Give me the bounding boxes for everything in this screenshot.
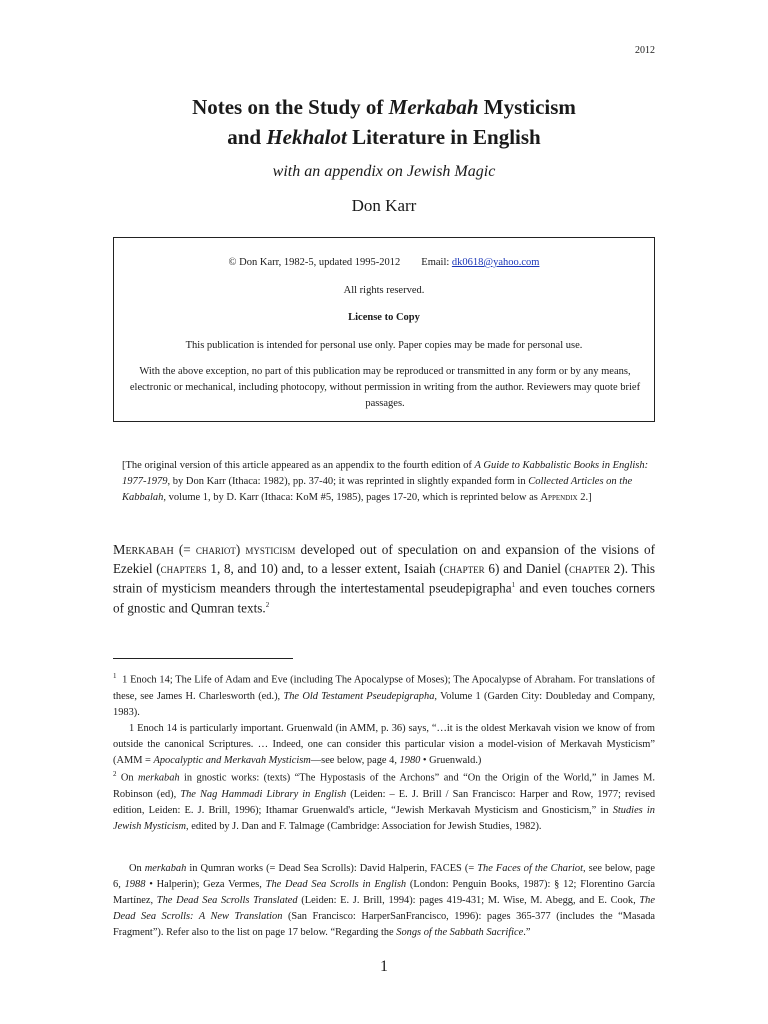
email-link[interactable]: dk0618@yahoo.com <box>451 257 540 268</box>
personal-use-text: This publication is intended for personal use only. Paper copies may be made for personal use. <box>185 340 583 351</box>
footnote-divider <box>113 658 293 659</box>
footnote-2: $^2$ On merkabah in gnostic works: (texts) “The Hypostasis of the Archons” and “On the Origin of the World,” in James M. Robinson (ed), The Nag Hammadi Library in English (Leiden: – E. J. Brill / San Francisco: Harper and Row, 1977; revised edition, Leiden: E. J. Brill, 1996); Ithamar Gruenwald's article, “Jewish Merkavah Mysticism and Gnosticism,” in Studies in Jewish Mysticism, edited by J. Dan and F. Talmage (Cambridge: Association for Jewish Studies, 1982). <box>113 770 656 832</box>
body-paragraph: Merkabah (= chariot) mysticism developed out of speculation on and expansion of the visions of Ezekiel (chapters 1, 8, and 10) and, to a lesser extent, Isaiah (chapter 6) and Daniel (chapter 2). This strain of mysticism meanders through the intertestamental pseudepigrapha$^1$ and even touches corners of gnostic and Qumran texts.$^2$ <box>113 542 655 616</box>
author-name: Don Karr <box>351 196 417 215</box>
document-title <box>0 92 768 152</box>
license-heading: License to Copy <box>348 312 420 323</box>
footnote-ref-1[interactable]: 1 <box>511 581 516 589</box>
document-subtitle: with an appendix on Jewish Magic <box>272 163 496 180</box>
editorial-note: [The original version of this article appeared as an appendix to the fourth edition of A Guide to Kabbalistic Books in English: 1977-1979, by Don Karr (Ithaca: 1982), pp. 37-40; it was reprinted in slightly expanded form in Collected Articles on the Kabbalah, volume 1, by D. Karr (Ithaca: KoM #5, 1985), pages 17-20, which is reprinted below as Appendix 2.] <box>122 460 649 503</box>
title-line-1: Notes on the Study of Merkabah Mysticism <box>192 95 576 119</box>
footnote-1: $^1$ 1 Enoch 14; The Life of Adam and Eve (including The Apocalypse of Moses); The Apocalypse of Abraham. For translations of these, see James H. Charlesworth (ed.), The Old Testament Pseudepigrapha, Volume 1 (Garden City: Doubleday and Company, 1983). 1 Enoch 14 is particularly important. Gruenwald (in AMM, p. 36) says, “…it is the oldest Merkavah vision we know of from outside the canonical Scriptures. … Indeed, one can consider this particular vision a model-vision of Merkavah Mysticism” (AMM = Apocalyptic and Merkavah Mysticism—see below, page 4, 1980 • Gruenwald.) <box>113 672 655 766</box>
page-number: 1 <box>380 958 388 975</box>
footnote-ref-2[interactable]: 2 <box>265 600 270 609</box>
rights-reserved: All rights reserved. <box>343 285 425 296</box>
title-line-2: and Hekhalot Literature in English <box>227 125 541 149</box>
header-year: 2012 <box>635 45 655 56</box>
copyright-box <box>113 237 655 422</box>
exception-text: With the above exception, no part of this publication may be reproduced or transmitted in any form or by any means, electronic or mechanical, including photocopy, without permission in writing from the author. Reviewers may quote brief passages. <box>129 366 641 409</box>
copyright-line: © Don Karr, 1982-5, updated 1995-2012 Email: dk0618@yahoo.com <box>228 257 540 268</box>
footnote-2-continued: On merkabah in Qumran works (= Dead Sea Scrolls): David Halperin, FACES (= The Faces of the Chariot, see below, page 6, 1988 • Halperin); Geza Vermes, The Dead Sea Scrolls in English (London: Penguin Books, 1987): § 12; Florentino García Martínez, The Dead Sea Scrolls Translated (Leiden: E. J. Brill, 1994): pages 419-431; M. Wise, M. Abegg, and E. Cook, The Dead Sea Scrolls: A New Translation (San Francisco: HarperSanFrancisco, 1996): pages 365-377 (includes the “Masada Fragment”). Refer also to the list on page 17 below. “Regarding the Songs of the Sabbath Sacrifice.” <box>113 863 656 939</box>
